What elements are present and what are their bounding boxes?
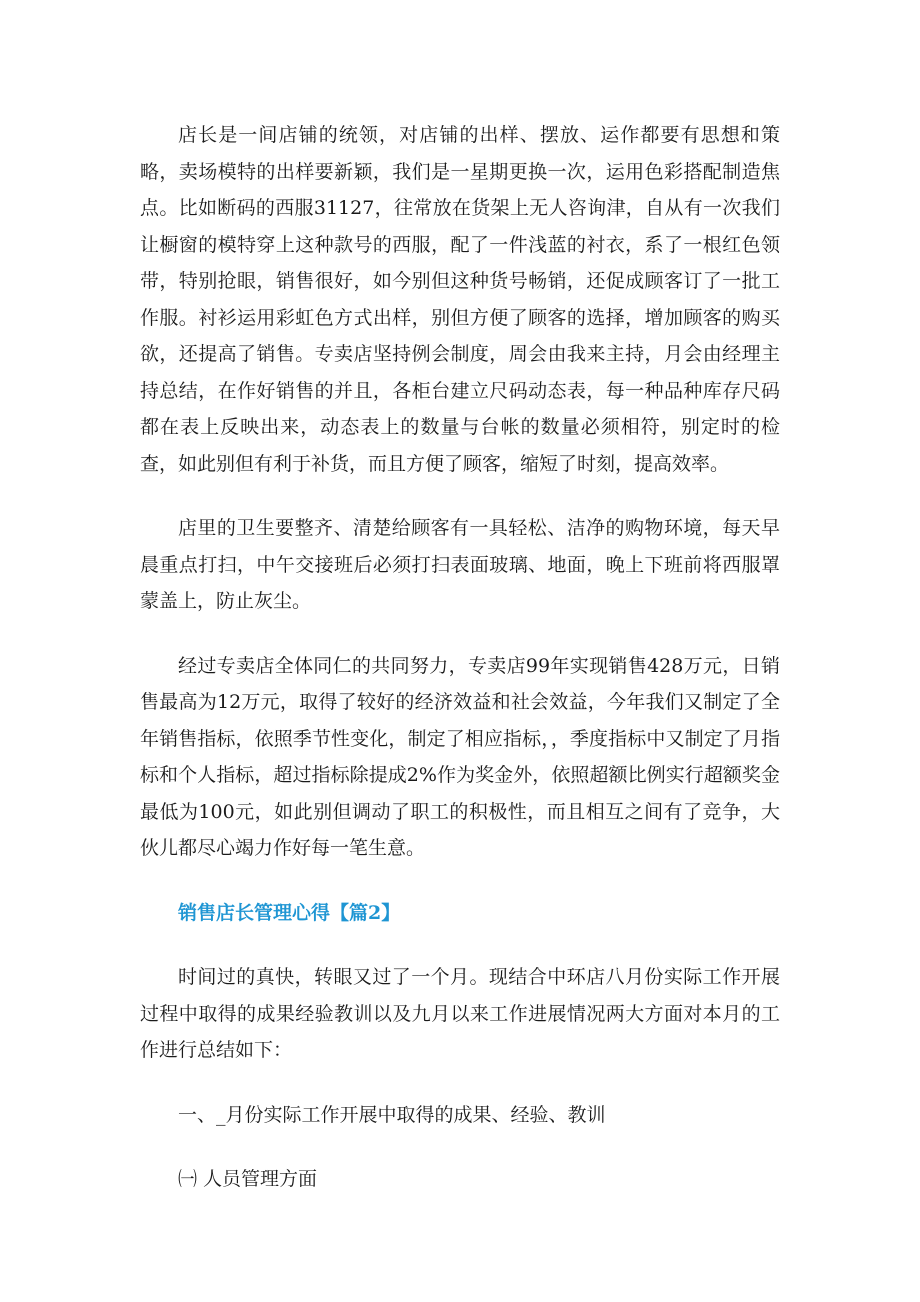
document-page bbox=[140, 117, 780, 1226]
section-heading: 销售店长管理心得【篇2】 bbox=[178, 901, 401, 924]
paragraph-monthly-summary: 时间过的真快，转眼又过了一个月。现结合中环店八月份实际工作开展过程中取得的成果经验教训以及九月以来工作进展情况两大方面对本月的工作进行总结如下： bbox=[140, 966, 780, 1061]
paragraph-store-manager-role: 店长是一间店铺的统领，对店铺的出样、摆放、运作都要有思想和策略，卖场模特的出样要新颖，我们是一星期更换一次，运用色彩搭配制造焦点。比如断码的西服31127，往常放在货架上无人咨询津，自从有一次我们让橱窗的模特穿上这种款号的西服，配了一件浅蓝的衬衣，系了一根红色领带，特别抢眼，销售很好，如今别但这种货号畅销，还促成顾客订了一批工作服。衬衫运用彩虹色方式出样，别但方便了顾客的选择，增加顾客的购买欲，还提高了销售。专卖店坚持例会制度，周会由我来主持，月会由经理主持总结，在作好销售的并且，各柜台建立尺码动态表，每一种品种库存尺码都在表上反映出来，动态表上的数量与台帐的数量必须相符，别定时的检查，如此别但有利于补货，而且方便了顾客，缩短了时刻，提高效率。 bbox=[140, 124, 780, 475]
paragraph-store-hygiene: 店里的卫生要整齐、清楚给顾客有一具轻松、洁净的购物环境，每天早晨重点打扫，中午交接班后必须打扫表面玻璃、地面，晚上下班前将西服罩蒙盖上，防止灰尘。 bbox=[140, 517, 780, 612]
outline-item-2: ㈠ 人员管理方面 bbox=[178, 1168, 318, 1190]
outline-item-1: 一、_月份实际工作开展中取得的成果、经验、教训 bbox=[178, 1103, 606, 1126]
paragraph-sales-results: 经过专卖店全体同仁的共同努力，专卖店99年实现销售428万元，日销售最高为12万元，取得了较好的经济效益和社会效益，今年我们又制定了全年销售指标，依照季节性变化，制定了相应指标，，季度指标中又制定了月指标和个人指标，超过指标除提成2%作为奖金外，依照超额比例实行超额奖金最低为100元，如此别但调动了职工的积极性，而且相互之间有了竞争，大伙儿都尽心竭力作好每一笔生意。 bbox=[140, 654, 780, 859]
